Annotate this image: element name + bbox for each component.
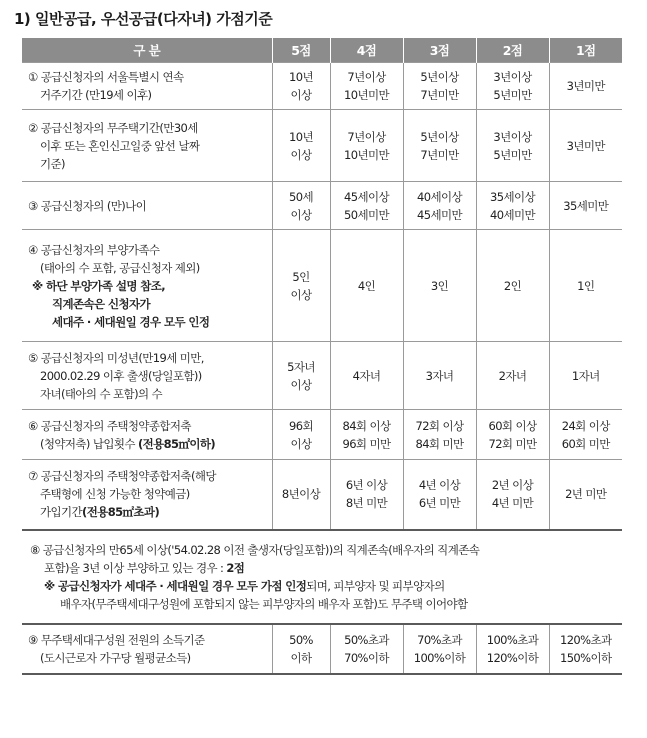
score-cell: 60회 이상 72회 미만 [476,410,549,460]
table-row [22,63,622,110]
table-row [22,530,622,624]
row-note: ※ 하단 부양가족 설명 참조, [32,278,166,293]
score-cell: 4인 [330,230,403,342]
score-cell: 5년이상 7년미만 [403,63,476,110]
score-cell: 4자녀 [330,342,403,410]
score-cell: 3자녀 [403,342,476,410]
score-cell: 4년 이상 6년 미만 [403,460,476,530]
score-cell: 84회 이상 96회 미만 [330,410,403,460]
header-5-points: 5점 [272,38,330,63]
row-label: ① 공급신청자의 서울특별시 연속 거주기간 (만19세 이후) [22,63,272,110]
score-table [22,38,622,675]
row-label: ② 공급신청자의 무주택기간(만30세 이후 또는 혼인신고일중 앞선 날짜 기준) [22,110,272,182]
score-cell: 96회 이상 [272,410,330,460]
table-header-row [22,38,622,63]
header-4-points: 4점 [330,38,403,63]
score-cell: 5자녀 이상 [272,342,330,410]
score-cell: 24회 이상 60회 미만 [549,410,622,460]
header-category: 구 분 [22,38,272,63]
table-row [22,230,622,342]
score-cell: 120%초과 150%이하 [549,624,622,674]
score-cell: 3년미만 [549,63,622,110]
row-label: ⑦ 공급신청자의 주택청약종합저축(해당 주택형에 신청 가능한 청약예금) 가입기간(전용85㎡초과) [22,460,272,530]
table-row [22,342,622,410]
score-cell: 5년이상 7년미만 [403,110,476,182]
table-row [22,624,622,674]
header-2-points: 2점 [476,38,549,63]
row-8-note: ⑧ 공급신청자의 만65세 이상('54.02.28 이전 출생자(당일포함))의 직계존속(배우자의 직계존속 포함)을 3년 이상 부양하고 있는 경우 : 2점 ※ 공급신청자가 세대주 · 세대원일 경우 모두 가점 인정되며, 피부양자 및 피부양자의 배우자(무주택세대구성원에 포함되지 않는 피부양자의 배우자 포함)도 무주택 이어야함 [22,530,622,624]
score-cell: 50%초과 70%이하 [330,624,403,674]
score-cell: 1자녀 [549,342,622,410]
score-cell: 35세미만 [549,182,622,230]
score-cell: 7년이상 10년미만 [330,63,403,110]
score-cell: 50세 이상 [272,182,330,230]
score-cell: 3년미만 [549,110,622,182]
score-cell: 100%초과 120%이하 [476,624,549,674]
header-1-point: 1점 [549,38,622,63]
score-cell: 50% 이하 [272,624,330,674]
row-label: ⑥ 공급신청자의 주택청약종합저축 (청약저축) 납입횟수 (전용85㎡이하) [22,410,272,460]
row-label: ④ 공급신청자의 부양가족수 (태아의 수 포함, 공급신청자 제외) ※ 하단 부양가족 설명 참조, 직계존속은 신청자가 세대주 · 세대원일 경우 모두 인정 [22,230,272,342]
score-cell: 35세이상 40세미만 [476,182,549,230]
score-cell: 2년 이상 4년 미만 [476,460,549,530]
row-label: ③ 공급신청자의 (만)나이 [22,182,272,230]
score-cell: 3년이상 5년미만 [476,63,549,110]
table-row [22,110,622,182]
table-row [22,460,622,530]
score-cell: 3년이상 5년미만 [476,110,549,182]
score-cell: 1인 [549,230,622,342]
score-cell: 10년 이상 [272,110,330,182]
score-cell: 2년 미만 [549,460,622,530]
score-cell: 2인 [476,230,549,342]
score-cell: 40세이상 45세미만 [403,182,476,230]
score-cell: 70%초과 100%이하 [403,624,476,674]
score-cell: 5인 이상 [272,230,330,342]
header-3-points: 3점 [403,38,476,63]
score-cell: 6년 이상 8년 미만 [330,460,403,530]
score-cell: 10년 이상 [272,63,330,110]
score-cell: 2자녀 [476,342,549,410]
table-row [22,410,622,460]
score-cell: 3인 [403,230,476,342]
score-cell: 45세이상 50세미만 [330,182,403,230]
row-label: ⑨ 무주택세대구성원 전원의 소득기준 (도시근로자 가구당 월평균소득) [22,624,272,674]
score-cell: 72회 이상 84회 미만 [403,410,476,460]
score-cell: 7년이상 10년미만 [330,110,403,182]
page-title: 1) 일반공급, 우선공급(다자녀) 가점기준 [14,10,273,28]
row-label: ⑤ 공급신청자의 미성년(만19세 미만, 2000.02.29 이후 출생(당일포함)) 자녀(태아의 수 포함)의 수 [22,342,272,410]
table-row [22,182,622,230]
score-cell: 8년이상 [272,460,330,530]
